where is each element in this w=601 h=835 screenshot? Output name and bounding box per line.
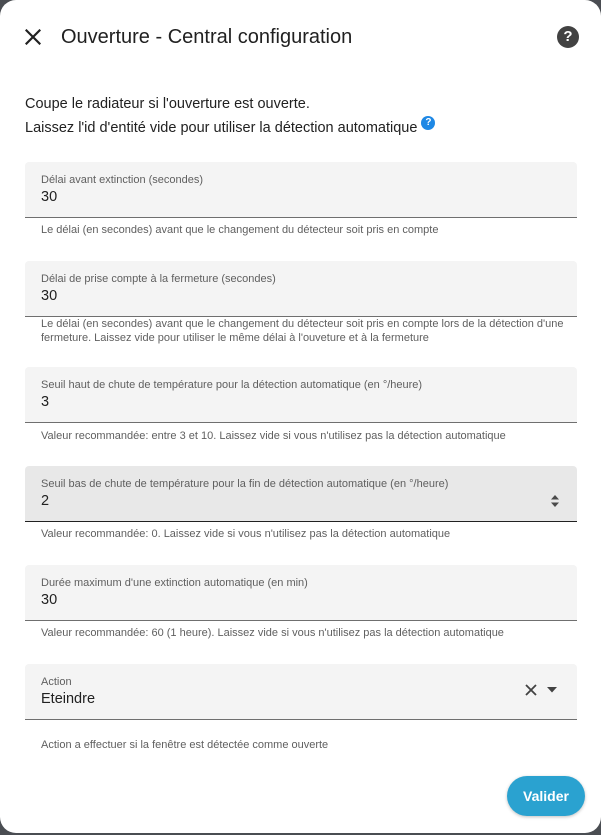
low-threshold-field[interactable]	[25, 466, 577, 522]
max-duration-helper: Valeur recommandée: 60 (1 heure). Laissez vide si vous n'utilisez pas la détection automatique	[41, 627, 504, 639]
delay-close-helper: Le délai (en secondes) avant que le changement du détecteur soit pris en compte lors de la détection d'une fermeture. Laissez vide pour utiliser le même délai à l'ouveture et à la fermeture	[41, 318, 564, 344]
action-value: Eteindre	[41, 691, 96, 707]
intro-text	[25, 92, 435, 140]
action-select[interactable]	[25, 664, 577, 720]
max-duration-label: Durée maximum d'une extinction automatique (en min)	[41, 577, 308, 589]
delay-off-field[interactable]	[25, 162, 577, 218]
intro-line-1: Coupe le radiateur si l'ouverture est ouverte.	[25, 96, 310, 112]
dropdown-arrow-icon[interactable]	[547, 687, 557, 693]
stepper-icon[interactable]	[550, 493, 560, 509]
low-threshold-label: Seuil bas de chute de température pour la fin de détection automatique (en °/heure)	[41, 478, 449, 490]
delay-off-label: Délai avant extinction (secondes)	[41, 174, 204, 186]
low-threshold-helper: Valeur recommandée: 0. Laissez vide si vous n'utilisez pas la détection automatique	[41, 528, 451, 540]
delay-close-input[interactable]: 30	[41, 288, 58, 304]
intro-line-2	[25, 116, 435, 140]
dialog-title: Ouverture - Central configuration	[61, 26, 353, 48]
low-threshold-input[interactable]: 2	[41, 493, 50, 509]
intro-line-2-text: Laissez l'id d'entité vide pour utiliser la détection automatique	[25, 120, 418, 136]
high-threshold-helper: Valeur recommandée: entre 3 et 10. Laissez vide si vous n'utilisez pas la détection automatique	[41, 430, 506, 442]
high-threshold-input[interactable]: 3	[41, 394, 50, 410]
submit-button[interactable]: Valider	[507, 776, 585, 816]
dialog-header	[0, 0, 601, 74]
high-threshold-field[interactable]	[25, 367, 577, 423]
delay-close-label: Délai de prise compte à la fermeture (secondes)	[41, 273, 276, 285]
max-duration-input[interactable]: 30	[41, 592, 58, 608]
info-icon[interactable]: ?	[421, 116, 435, 130]
help-icon[interactable]: ?	[557, 26, 579, 48]
high-threshold-label: Seuil haut de chute de température pour la détection automatique (en °/heure)	[41, 379, 423, 391]
action-helper: Action a effectuer si la fenêtre est détectée comme ouverte	[41, 739, 329, 751]
delay-off-helper: Le délai (en secondes) avant que le changement du détecteur soit pris en compte	[41, 224, 439, 236]
action-label: Action	[41, 676, 72, 688]
close-button[interactable]	[18, 22, 48, 52]
delay-off-input[interactable]: 30	[41, 189, 58, 205]
action-select-controls	[525, 684, 557, 696]
close-icon	[25, 29, 41, 45]
max-duration-field[interactable]	[25, 565, 577, 621]
delay-close-field[interactable]	[25, 261, 577, 317]
clear-icon[interactable]	[525, 684, 537, 696]
